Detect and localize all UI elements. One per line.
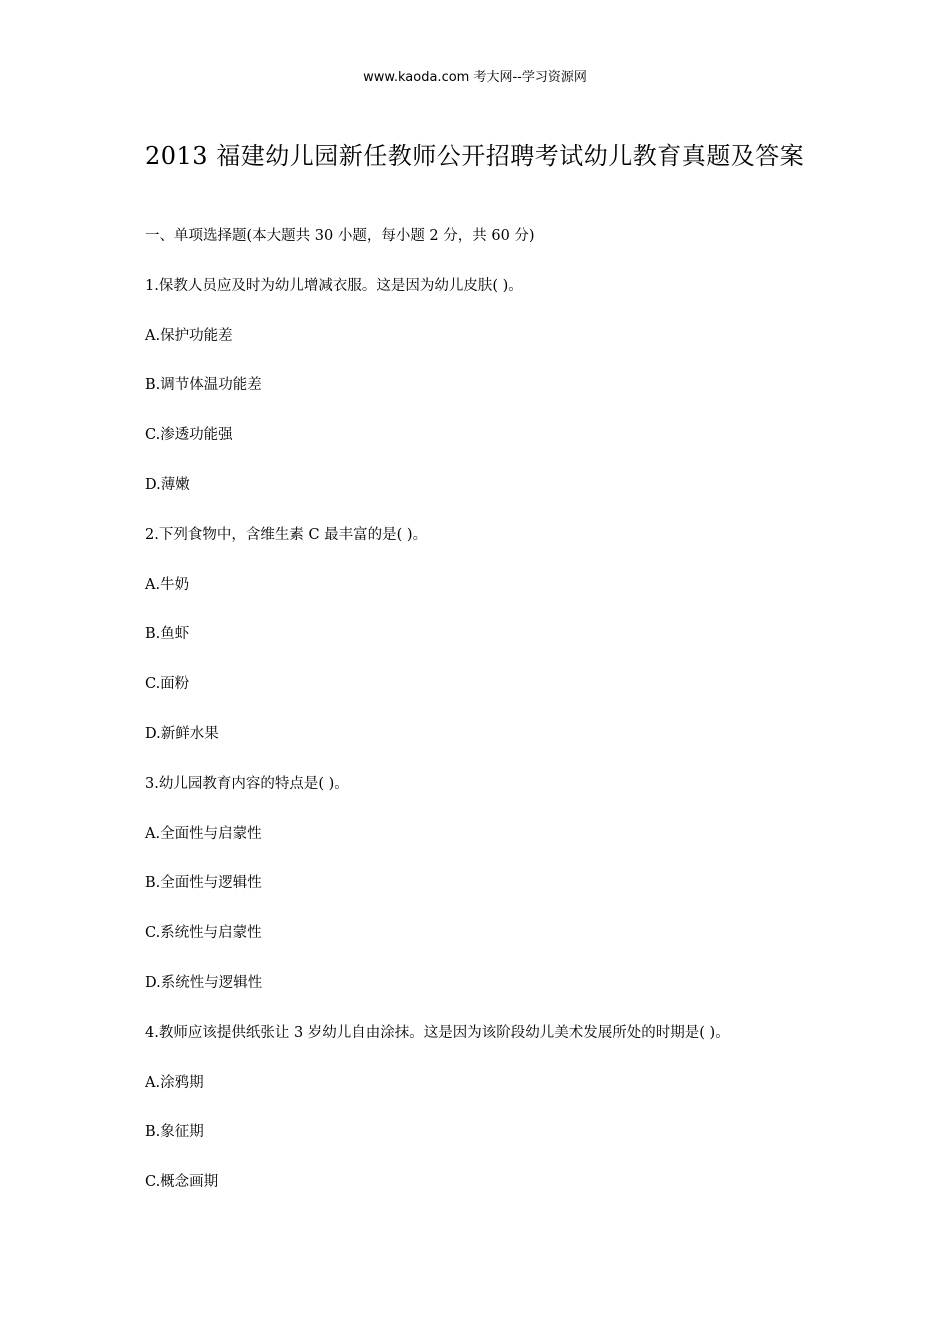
question-3-option-d: D.系统性与逻辑性 (145, 974, 263, 991)
question-4-option-a: A.涂鸦期 (145, 1074, 204, 1091)
question-2-option-d: D.新鲜水果 (145, 725, 219, 742)
question-3-option-a: A.全面性与启蒙性 (145, 825, 262, 842)
question-4-option-b: B.象征期 (145, 1124, 204, 1141)
question-2-stem: 2.下列食物中，含维生素 C 最丰富的是( )。 (145, 526, 428, 543)
question-1-option-a: A.保护功能差 (145, 327, 233, 344)
question-3-option-b: B.全面性与逻辑性 (145, 875, 262, 892)
question-4-stem: 4.教师应该提供纸张让 3 岁幼儿自由涂抹。这是因为该阶段幼儿美术发展所处的时期是( )。 (145, 1024, 730, 1041)
question-3-option-c: C.系统性与启蒙性 (145, 925, 262, 942)
question-4-option-c: C.概念画期 (145, 1174, 219, 1191)
question-1-option-c: C.渗透功能强 (145, 427, 233, 444)
question-2-option-a: A.牛奶 (145, 576, 190, 593)
document-title: 2013 福建幼儿园新任教师公开招聘考试幼儿教育真题及答案 (145, 142, 805, 170)
question-2-option-c: C.面粉 (145, 676, 190, 693)
question-2-option-b: B.鱼虾 (145, 626, 190, 643)
question-1-stem: 1.保教人员应及时为幼儿增减衣服。这是因为幼儿皮肤( )。 (145, 277, 523, 294)
document-body (145, 226, 845, 1222)
section-heading: 一、单项选择题(本大题共 30 小题，每小题 2 分，共 60 分) (145, 228, 535, 244)
page-header: www.kaoda.com 考大网--学习资源网 (363, 70, 587, 85)
question-1-option-b: B.调节体温功能差 (145, 377, 262, 394)
question-3-stem: 3.幼儿园教育内容的特点是( )。 (145, 775, 349, 792)
question-1-option-d: D.薄嫩 (145, 476, 190, 493)
